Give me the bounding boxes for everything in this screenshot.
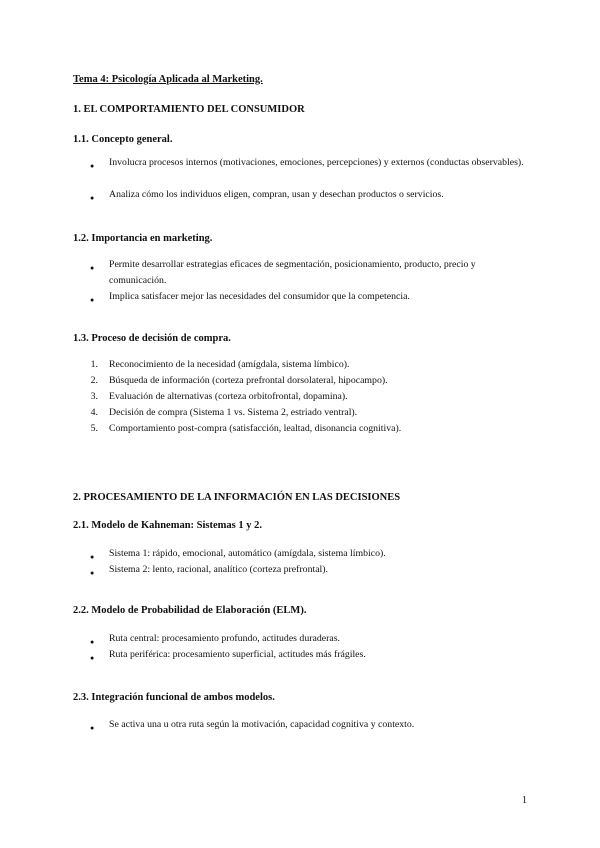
list-item-text: Analiza cómo los individuos eligen, compran, usan y desechan productos o servicios. bbox=[109, 189, 444, 200]
subsection-2-1-heading: 2.1. Modelo de Kahneman: Sistemas 1 y 2. bbox=[73, 520, 262, 531]
list-item-text: Permite desarrollar estrategias eficaces de segmentación, posicionamiento, producto, precio y comunicación. bbox=[109, 259, 476, 286]
list-item-text: Sistema 2: lento, racional, analítico (corteza prefrontal). bbox=[109, 564, 328, 575]
subsection-1-3-heading: 1.3. Proceso de decisión de compra. bbox=[73, 333, 231, 344]
list-item-text: Involucra procesos internos (motivaciones, emociones, percepciones) y externos (conductas observables). bbox=[109, 157, 524, 168]
bullet-icon: ● bbox=[90, 638, 95, 646]
item-number: 2. bbox=[90, 375, 98, 386]
bullet-icon: ● bbox=[90, 569, 95, 577]
bullet-icon: ● bbox=[90, 296, 95, 304]
subsection-2-3-heading: 2.3. Integración funcional de ambos modelos. bbox=[73, 692, 275, 703]
subsection-2-2-heading: 2.2. Modelo de Probabilidad de Elaboración (ELM). bbox=[73, 605, 307, 616]
document-title: Tema 4: Psicología Aplicada al Marketing. bbox=[73, 74, 263, 85]
item-number: 3. bbox=[90, 391, 98, 402]
section-2-heading: 2. PROCESAMIENTO DE LA INFORMACIÓN EN LAS DECISIONES bbox=[73, 492, 401, 503]
bullet-icon: ● bbox=[90, 654, 95, 662]
item-number: 4. bbox=[90, 407, 98, 418]
page-number: 1 bbox=[522, 795, 527, 806]
list-item-text: Búsqueda de información (corteza prefrontal dorsolateral, hipocampo). bbox=[109, 375, 388, 386]
list-item-text: Decisión de compra (Sistema 1 vs. Sistema 2, estriado ventral). bbox=[109, 407, 358, 418]
list-item-text: Evaluación de alternativas (corteza orbitofrontal, dopamina). bbox=[109, 391, 348, 402]
list-item-text: Ruta central: procesamiento profundo, actitudes duraderas. bbox=[109, 633, 340, 644]
list-item-text: Reconocimiento de la necesidad (amígdala, sistema límbico). bbox=[109, 359, 350, 370]
section-1-heading: 1. EL COMPORTAMIENTO DEL CONSUMIDOR bbox=[73, 104, 305, 115]
item-number: 5. bbox=[90, 423, 98, 434]
bullet-icon: ● bbox=[90, 194, 95, 202]
bullet-icon: ● bbox=[90, 553, 95, 561]
list-item-text: Se activa una u otra ruta según la motivación, capacidad cognitiva y contexto. bbox=[109, 719, 415, 730]
list-item-text: Sistema 1: rápido, emocional, automático (amígdala, sistema límbico). bbox=[109, 548, 386, 559]
bullet-icon: ● bbox=[90, 724, 95, 732]
subsection-1-2-heading: 1.2. Importancia en marketing. bbox=[73, 233, 213, 244]
list-item-text: Ruta periférica: procesamiento superficial, actitudes más frágiles. bbox=[109, 649, 366, 660]
list-item-text: Comportamiento post-compra (satisfacción, lealtad, disonancia cognitiva). bbox=[109, 423, 402, 434]
item-number: 1. bbox=[90, 359, 98, 370]
subsection-1-1-heading: 1.1. Concepto general. bbox=[73, 134, 173, 145]
list-item-text: Implica satisfacer mejor las necesidades del consumidor que la competencia. bbox=[109, 291, 410, 302]
bullet-icon: ● bbox=[90, 264, 95, 272]
bullet-icon: ● bbox=[90, 162, 95, 170]
